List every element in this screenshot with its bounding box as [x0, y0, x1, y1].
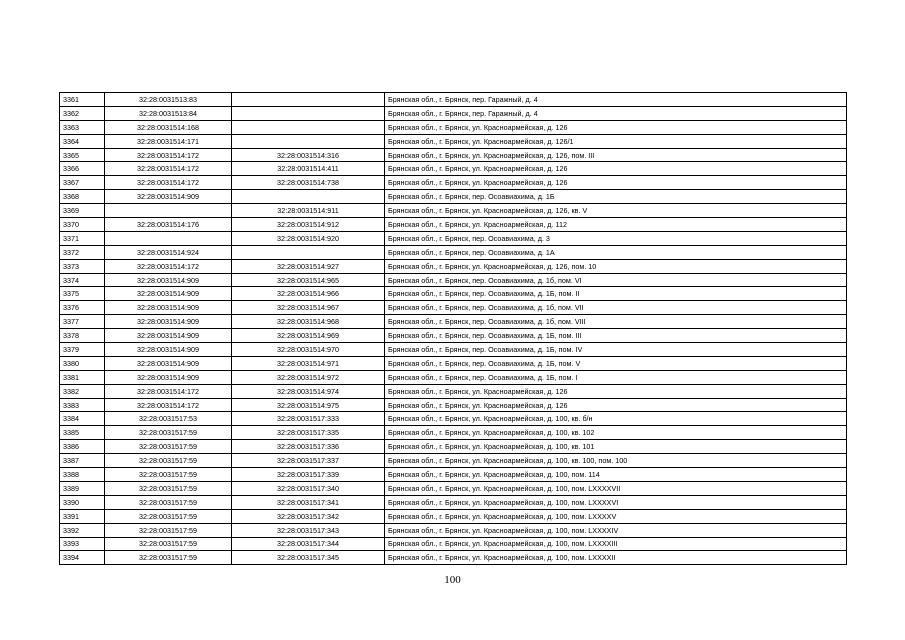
- table-row: [60, 426, 847, 440]
- object-cadastral-number-cell: 32:28:0031517:341: [232, 495, 385, 509]
- address-cell: Брянская обл., г. Брянск, ул. Красноармейская, д. 126: [385, 162, 847, 176]
- table-row: [60, 190, 847, 204]
- object-cadastral-number-cell: 32:28:0031514:966: [232, 287, 385, 301]
- address-cell: Брянская обл., г. Брянск, пер. Осоавиахима, д. 1А: [385, 245, 847, 259]
- cadastral-number-cell: 32:28:0031517:59: [105, 537, 232, 551]
- object-cadastral-number-cell: 32:28:0031514:316: [232, 148, 385, 162]
- object-cadastral-number-cell: 32:28:0031514:411: [232, 162, 385, 176]
- object-cadastral-number-cell: 32:28:0031517:344: [232, 537, 385, 551]
- address-cell: Брянская обл., г. Брянск, ул. Красноармейская, д. 126, пом. 10: [385, 259, 847, 273]
- cadastral-number-cell: 32:28:0031514:909: [105, 329, 232, 343]
- object-cadastral-number-cell: [232, 106, 385, 120]
- row-number-cell: 3375: [60, 287, 105, 301]
- cadastral-number-cell: 32:28:0031513:83: [105, 93, 232, 107]
- object-cadastral-number-cell: 32:28:0031517:333: [232, 412, 385, 426]
- cadastral-number-cell: 32:28:0031514:176: [105, 218, 232, 232]
- address-cell: Брянская обл., г. Брянск, ул. Красноармейская, д. 100, пом. LXXXXVII: [385, 481, 847, 495]
- address-cell: Брянская обл., г. Брянск, ул. Красноармейская, д. 100, кв. б/н: [385, 412, 847, 426]
- object-cadastral-number-cell: 32:28:0031514:965: [232, 273, 385, 287]
- table-row: [60, 440, 847, 454]
- table-row: [60, 412, 847, 426]
- table-row: [60, 287, 847, 301]
- cadastral-number-cell: [105, 204, 232, 218]
- page-number: 100: [444, 574, 461, 586]
- row-number-cell: 3378: [60, 329, 105, 343]
- object-cadastral-number-cell: 32:28:0031514:975: [232, 398, 385, 412]
- cadastral-number-cell: 32:28:0031514:172: [105, 148, 232, 162]
- table-row: [60, 176, 847, 190]
- address-cell: Брянская обл., г. Брянск, пер. Осоавиахима, д. 3: [385, 231, 847, 245]
- row-number-cell: 3363: [60, 120, 105, 134]
- address-cell: Брянская обл., г. Брянск, ул. Красноармейская, д. 100, кв. 101: [385, 440, 847, 454]
- cadastral-number-cell: 32:28:0031514:172: [105, 259, 232, 273]
- row-number-cell: 3386: [60, 440, 105, 454]
- cadastral-number-cell: [105, 231, 232, 245]
- cadastral-number-cell: 32:28:0031514:909: [105, 370, 232, 384]
- address-cell: Брянская обл., г. Брянск, ул. Красноармейская, д. 126: [385, 398, 847, 412]
- row-number-cell: 3372: [60, 245, 105, 259]
- table-row: [60, 537, 847, 551]
- address-cell: Брянская обл., г. Брянск, ул. Красноармейская, д. 100, кв. 100, пом. 100: [385, 454, 847, 468]
- cadastral-number-cell: 32:28:0031514:909: [105, 287, 232, 301]
- row-number-cell: 3376: [60, 301, 105, 315]
- address-cell: Брянская обл., г. Брянск, ул. Красноармейская, д. 126: [385, 120, 847, 134]
- table-row: [60, 162, 847, 176]
- object-cadastral-number-cell: 32:28:0031514:911: [232, 204, 385, 218]
- cadastral-number-cell: 32:28:0031514:909: [105, 356, 232, 370]
- cadastral-number-cell: 32:28:0031517:59: [105, 523, 232, 537]
- object-cadastral-number-cell: 32:28:0031514:738: [232, 176, 385, 190]
- table-row: [60, 329, 847, 343]
- address-cell: Брянская обл., г. Брянск, ул. Красноармейская, д. 126, пом. III: [385, 148, 847, 162]
- row-number-cell: 3367: [60, 176, 105, 190]
- table-row: [60, 398, 847, 412]
- registry-table-body: [60, 93, 847, 565]
- row-number-cell: 3392: [60, 523, 105, 537]
- row-number-cell: 3383: [60, 398, 105, 412]
- table-row: [60, 315, 847, 329]
- row-number-cell: 3362: [60, 106, 105, 120]
- row-number-cell: 3373: [60, 259, 105, 273]
- cadastral-number-cell: 32:28:0031514:172: [105, 384, 232, 398]
- row-number-cell: 3388: [60, 468, 105, 482]
- table-row: [60, 93, 847, 107]
- cadastral-number-cell: 32:28:0031517:59: [105, 454, 232, 468]
- table-row: [60, 481, 847, 495]
- table-row: [60, 370, 847, 384]
- row-number-cell: 3385: [60, 426, 105, 440]
- cadastral-number-cell: 32:28:0031517:59: [105, 481, 232, 495]
- address-cell: Брянская обл., г. Брянск, ул. Красноармейская, д. 100, пом. LXXXXVI: [385, 495, 847, 509]
- row-number-cell: 3390: [60, 495, 105, 509]
- table-row: [60, 301, 847, 315]
- address-cell: Брянская обл., г. Брянск, ул. Красноармейская, д. 126: [385, 176, 847, 190]
- row-number-cell: 3379: [60, 343, 105, 357]
- object-cadastral-number-cell: [232, 120, 385, 134]
- table-row: [60, 468, 847, 482]
- cadastral-number-cell: 32:28:0031514:172: [105, 162, 232, 176]
- object-cadastral-number-cell: [232, 245, 385, 259]
- address-cell: Брянская обл., г. Брянск, пер. Осоавиахима, д. 1б, пом. VI: [385, 273, 847, 287]
- object-cadastral-number-cell: 32:28:0031514:971: [232, 356, 385, 370]
- address-cell: Брянская обл., г. Брянск, пер. Осоавиахима, д. 1Б, пом. I: [385, 370, 847, 384]
- row-number-cell: 3387: [60, 454, 105, 468]
- row-number-cell: 3384: [60, 412, 105, 426]
- cadastral-number-cell: 32:28:0031513:84: [105, 106, 232, 120]
- table-row: [60, 343, 847, 357]
- row-number-cell: 3370: [60, 218, 105, 232]
- table-row: [60, 231, 847, 245]
- table-row: [60, 204, 847, 218]
- address-cell: Брянская обл., г. Брянск, ул. Красноармейская, д. 100, пом. LXXXXIII: [385, 537, 847, 551]
- cadastral-number-cell: 32:28:0031517:59: [105, 495, 232, 509]
- object-cadastral-number-cell: 32:28:0031517:336: [232, 440, 385, 454]
- address-cell: Брянская обл., г. Брянск, ул. Красноармейская, д. 100, пом. LXXXXIV: [385, 523, 847, 537]
- row-number-cell: 3365: [60, 148, 105, 162]
- table-row: [60, 551, 847, 565]
- address-cell: Брянская обл., г. Брянск, пер. Гаражный, д. 4: [385, 106, 847, 120]
- table-row: [60, 523, 847, 537]
- address-cell: Брянская обл., г. Брянск, пер. Осоавиахима, д. 1Б: [385, 190, 847, 204]
- object-cadastral-number-cell: 32:28:0031517:342: [232, 509, 385, 523]
- table-row: [60, 356, 847, 370]
- object-cadastral-number-cell: 32:28:0031514:920: [232, 231, 385, 245]
- object-cadastral-number-cell: 32:28:0031514:912: [232, 218, 385, 232]
- row-number-cell: 3371: [60, 231, 105, 245]
- cadastral-number-cell: 32:28:0031517:59: [105, 426, 232, 440]
- object-cadastral-number-cell: [232, 93, 385, 107]
- row-number-cell: 3393: [60, 537, 105, 551]
- row-number-cell: 3394: [60, 551, 105, 565]
- row-number-cell: 3377: [60, 315, 105, 329]
- object-cadastral-number-cell: [232, 190, 385, 204]
- object-cadastral-number-cell: 32:28:0031514:927: [232, 259, 385, 273]
- table-row: [60, 148, 847, 162]
- address-cell: Брянская обл., г. Брянск, пер. Осоавиахима, д. 1Б, пом. III: [385, 329, 847, 343]
- cadastral-number-cell: 32:28:0031514:909: [105, 301, 232, 315]
- table-row: [60, 509, 847, 523]
- object-cadastral-number-cell: 32:28:0031514:970: [232, 343, 385, 357]
- row-number-cell: 3389: [60, 481, 105, 495]
- cadastral-number-cell: 32:28:0031517:59: [105, 440, 232, 454]
- address-cell: Брянская обл., г. Брянск, ул. Красноармейская, д. 126/1: [385, 134, 847, 148]
- object-cadastral-number-cell: 32:28:0031514:969: [232, 329, 385, 343]
- object-cadastral-number-cell: 32:28:0031517:345: [232, 551, 385, 565]
- registry-table: [59, 92, 847, 565]
- cadastral-number-cell: 32:28:0031514:172: [105, 176, 232, 190]
- row-number-cell: 3364: [60, 134, 105, 148]
- table-row: [60, 454, 847, 468]
- table-row: [60, 134, 847, 148]
- cadastral-number-cell: 32:28:0031514:168: [105, 120, 232, 134]
- row-number-cell: 3366: [60, 162, 105, 176]
- object-cadastral-number-cell: 32:28:0031517:337: [232, 454, 385, 468]
- cadastral-number-cell: 32:28:0031517:53: [105, 412, 232, 426]
- address-cell: Брянская обл., г. Брянск, ул. Красноармейская, д. 100, пом. 114: [385, 468, 847, 482]
- object-cadastral-number-cell: 32:28:0031514:974: [232, 384, 385, 398]
- table-row: [60, 245, 847, 259]
- cadastral-number-cell: 32:28:0031514:171: [105, 134, 232, 148]
- cadastral-number-cell: 32:28:0031517:59: [105, 551, 232, 565]
- cadastral-number-cell: 32:28:0031517:59: [105, 509, 232, 523]
- row-number-cell: 3368: [60, 190, 105, 204]
- cadastral-number-cell: 32:28:0031514:909: [105, 315, 232, 329]
- object-cadastral-number-cell: 32:28:0031517:343: [232, 523, 385, 537]
- object-cadastral-number-cell: 32:28:0031517:340: [232, 481, 385, 495]
- table-row: [60, 218, 847, 232]
- address-cell: Брянская обл., г. Брянск, пер. Осоавиахима, д. 1Б, пом. V: [385, 356, 847, 370]
- object-cadastral-number-cell: 32:28:0031514:972: [232, 370, 385, 384]
- cadastral-number-cell: 32:28:0031517:59: [105, 468, 232, 482]
- table-row: [60, 273, 847, 287]
- address-cell: Брянская обл., г. Брянск, ул. Красноармейская, д. 100, пом. LXXXXV: [385, 509, 847, 523]
- row-number-cell: 3382: [60, 384, 105, 398]
- object-cadastral-number-cell: 32:28:0031517:339: [232, 468, 385, 482]
- cadastral-number-cell: 32:28:0031514:909: [105, 190, 232, 204]
- address-cell: Брянская обл., г. Брянск, пер. Осоавиахима, д. 1б, пом. VIII: [385, 315, 847, 329]
- table-row: [60, 495, 847, 509]
- row-number-cell: 3380: [60, 356, 105, 370]
- cadastral-number-cell: 32:28:0031514:172: [105, 398, 232, 412]
- row-number-cell: 3381: [60, 370, 105, 384]
- table-row: [60, 384, 847, 398]
- address-cell: Брянская обл., г. Брянск, пер. Гаражный, д. 4: [385, 93, 847, 107]
- address-cell: Брянская обл., г. Брянск, ул. Красноармейская, д. 100, кв. 102: [385, 426, 847, 440]
- object-cadastral-number-cell: 32:28:0031517:335: [232, 426, 385, 440]
- object-cadastral-number-cell: [232, 134, 385, 148]
- row-number-cell: 3391: [60, 509, 105, 523]
- object-cadastral-number-cell: 32:28:0031514:967: [232, 301, 385, 315]
- address-cell: Брянская обл., г. Брянск, ул. Красноармейская, д. 126: [385, 384, 847, 398]
- address-cell: Брянская обл., г. Брянск, пер. Осоавиахима, д. 1Б, пом. IV: [385, 343, 847, 357]
- cadastral-number-cell: 32:28:0031514:924: [105, 245, 232, 259]
- table-row: [60, 120, 847, 134]
- address-cell: Брянская обл., г. Брянск, пер. Осоавиахима, д. 1б, пом. VII: [385, 301, 847, 315]
- cadastral-number-cell: 32:28:0031514:909: [105, 343, 232, 357]
- table-row: [60, 106, 847, 120]
- address-cell: Брянская обл., г. Брянск, ул. Красноармейская, д. 126, кв. V: [385, 204, 847, 218]
- table-row: [60, 259, 847, 273]
- object-cadastral-number-cell: 32:28:0031514:968: [232, 315, 385, 329]
- cadastral-number-cell: 32:28:0031514:909: [105, 273, 232, 287]
- address-cell: Брянская обл., г. Брянск, ул. Красноармейская, д. 112: [385, 218, 847, 232]
- address-cell: Брянская обл., г. Брянск, пер. Осоавиахима, д. 1Б, пом. II: [385, 287, 847, 301]
- address-cell: Брянская обл., г. Брянск, ул. Красноармейская, д. 100, пом. LXXXXII: [385, 551, 847, 565]
- row-number-cell: 3369: [60, 204, 105, 218]
- row-number-cell: 3374: [60, 273, 105, 287]
- row-number-cell: 3361: [60, 93, 105, 107]
